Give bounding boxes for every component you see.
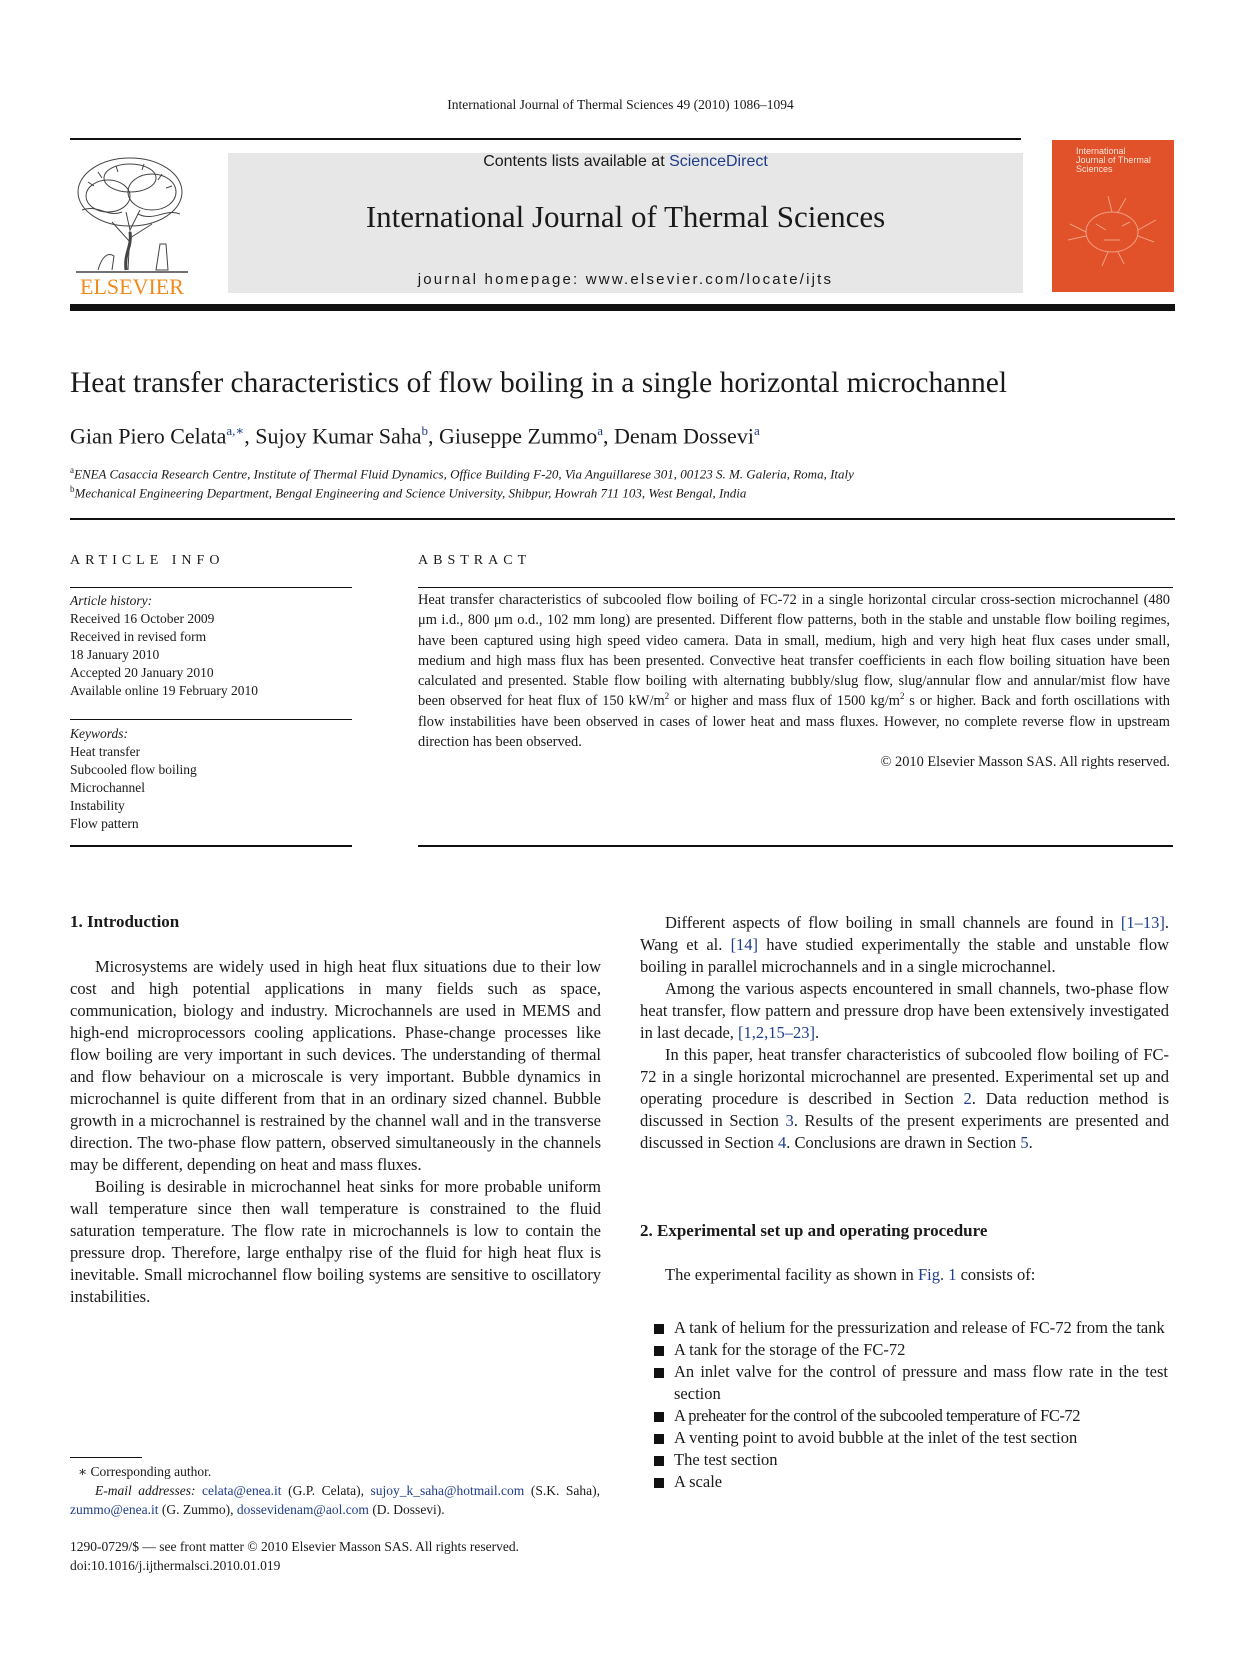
author-sep: ,: [603, 423, 615, 449]
info-rule: [70, 719, 352, 720]
paragraph: [640, 1264, 1169, 1286]
list-item: [654, 1317, 1168, 1339]
paragraph: Boiling is desirable in microchannel heat sinks for more probable uniform wall temperature since then wall temperature is constrained to the fluid saturation temperature. The flow rate in microchannels is low to contain the pressure drop. Therefore, large enthalpy rise of the fluid for high heat flux is inevitable. Small microchannel flow boiling systems are sensitive to oscillatory instabilities.: [70, 1177, 601, 1306]
svg-text:ELSEVIER: ELSEVIER: [80, 274, 184, 299]
info-rule: [70, 845, 352, 847]
journal-title: International Journal of Thermal Sciences: [365, 199, 886, 234]
affiliation-text: Mechanical Engineering Department, Bengal Engineering and Science University, Shibpur, Howrah 711 103, West Bengal, India: [74, 485, 747, 501]
abstract-part: s or higher. Back and forth oscillations with flow instabilities have been observed in cases of lower heat and mass fluxes. However, no complete reverse flow in upstream direction has been observed.: [418, 693, 1170, 751]
author-affil-mark[interactable]: a: [753, 423, 760, 438]
list-item-text: A venting point to avoid bubble at the inlet of the test section: [674, 1428, 1078, 1447]
keyword-item: Subcooled flow boiling: [70, 762, 197, 777]
email-link[interactable]: zummo@enea.it: [70, 1502, 159, 1517]
abstract-part: or higher and mass flux of 1500 kg/m: [669, 693, 900, 710]
section-heading-introduction: 1. Introduction: [70, 912, 180, 931]
text-run: have studied experimentally the stable and unstable flow boiling in parallel microchannels and in a single microchannel.: [640, 935, 1169, 976]
history-item: Available online 19 February 2010: [70, 683, 258, 698]
text-run: .: [1028, 1133, 1033, 1152]
history-item: Received in revised form: [70, 629, 207, 644]
author-sep: ,: [427, 423, 439, 449]
email-owner: (S.K. Saha),: [524, 1483, 600, 1498]
abstract-part: Heat transfer characteristics of subcooled flow boiling of FC-72 in a single horizontal circular cross-section microchannel (480 μm i.d., 800 μm o.d., 102 mm long) are presented. Different flow patterns, both in the stable and unstable flow boiling regimes, have been captured using high speed video camera. Data in small, medium, high and very high heat flux cases under small, medium and high mass flux has been presented. Convective heat transfer coefficients in each flow boiling situation have been calculated and presented. Stable flow boiling with alternating bubbly/slug flow, slug/annular flow and annular/mist flow have been observed for heat flux of 150 kW/m: [418, 592, 1170, 710]
keyword-item: Microchannel: [70, 780, 145, 795]
paragraph: [640, 912, 1169, 978]
list-item-text: A scale: [674, 1472, 723, 1491]
bullet-square-icon: [654, 1412, 664, 1422]
front-matter-note: [70, 1537, 519, 1575]
figure-link[interactable]: Fig. 1: [917, 1265, 957, 1284]
history-item: Accepted 20 January 2010: [70, 665, 214, 680]
contents-line: [228, 153, 1023, 171]
cover-title: International Journal of Thermal Sciences: [1076, 146, 1151, 174]
article-history: [70, 592, 352, 700]
affiliation-a: [70, 465, 854, 482]
author-name: Giuseppe Zummo: [438, 423, 598, 449]
email-owner: (G. Zummo),: [158, 1502, 237, 1517]
history-label: Article history:: [70, 593, 153, 608]
author-sep: ,: [244, 423, 256, 449]
section-heading-experimental: 2. Experimental set up and operating procedure: [640, 1221, 988, 1240]
footnote-rule: [70, 1457, 142, 1458]
list-item: [654, 1405, 1168, 1427]
paragraph: [640, 1044, 1169, 1154]
email-link[interactable]: celata@enea.it: [202, 1483, 282, 1498]
abstract-copyright: © 2010 Elsevier Masson SAS. All rights reserved.: [880, 754, 1170, 771]
footnote: [70, 1462, 600, 1519]
title-rule: [70, 518, 1175, 520]
header-thick-rule: [70, 304, 1175, 311]
author-name: Sujoy Kumar Saha: [255, 423, 422, 449]
email-label: E-mail addresses:: [95, 1483, 196, 1498]
paragraph: Microsystems are widely used in high heat flux situations due to their low cost and high potential applications in many fields such as space, communication, biology and industry. Microchannels are used in MEMS and high-end microprocessors cooling applications. Phase-change processes like flow boiling are very important in such devices. The understanding of thermal and flow behaviour on a microscale is very important. Bubble dynamics in microchannel is quite different from that in an ordinary sized channel. Bubble growth in a microchannel is restrained by the channel wall and in the transverse direction. The two-phase flow pattern, observed simultaneously in the channels may be different, depending on heat and mass fluxes.: [70, 957, 601, 1174]
text-run: .: [815, 1023, 820, 1042]
email-link[interactable]: sujoy_k_saha@hotmail.com: [370, 1483, 525, 1498]
text-run: Among the various aspects encountered in small channels, two-phase flow heat transfer, flow pattern and pressure drop have been extensively investigated in last decade,: [640, 979, 1169, 1042]
keyword-item: Flow pattern: [70, 816, 139, 831]
keywords: [70, 725, 352, 833]
history-item: Received 16 October 2009: [70, 611, 215, 626]
list-item: [654, 1427, 1168, 1449]
text-run: . Data reduction method is discussed in Section: [640, 1089, 1169, 1130]
list-item: [654, 1471, 1168, 1493]
list-item-text: A tank for the storage of the FC-72: [674, 1340, 906, 1359]
elsevier-tree-icon: [68, 152, 196, 300]
text-run: The experimental facility as shown in: [665, 1265, 918, 1284]
email-addresses: [70, 1481, 600, 1519]
keywords-label: Keywords:: [70, 726, 128, 741]
text-run: Different aspects of flow boiling in small channels are found in: [665, 913, 1121, 932]
section-link[interactable]: 2: [963, 1089, 972, 1108]
list-item-text: A tank of helium for the pressurization and release of FC-72 from the tank: [674, 1318, 1165, 1337]
list-item-text: An inlet valve for the control of pressure and mass flow rate in the test section: [674, 1362, 1168, 1403]
affiliation-mark: a: [70, 465, 74, 475]
author-list: [70, 423, 760, 449]
right-body: [640, 912, 1169, 1154]
abstract-rule: [418, 587, 1173, 588]
elsevier-logo: [68, 152, 196, 300]
paragraph: [640, 978, 1169, 1044]
author-affil-mark[interactable]: a,∗: [226, 423, 245, 438]
list-item-text: A preheater for the control of the subcooled temperature of FC-72: [674, 1406, 1081, 1425]
section-link[interactable]: 5: [1020, 1133, 1029, 1152]
experimental-intro: [640, 1264, 1169, 1286]
corresponding-author: ∗ Corresponding author.: [78, 1464, 212, 1479]
bullet-square-icon: [654, 1368, 664, 1378]
author-affil-mark[interactable]: a: [597, 423, 604, 438]
list-item: [654, 1449, 1168, 1471]
keyword-item: Heat transfer: [70, 744, 141, 759]
article-title: Heat transfer characteristics of flow boiling in a single horizontal microchannel: [70, 367, 1008, 399]
equipment-list: [654, 1317, 1168, 1493]
contents-prefix: Contents lists available at: [483, 153, 670, 170]
author-name: Gian Piero Celata: [70, 423, 227, 449]
doi[interactable]: doi:10.1016/j.ijthermalsci.2010.01.019: [70, 1558, 281, 1573]
affiliation-b: [70, 484, 746, 501]
bullet-square-icon: [654, 1434, 664, 1444]
affiliation-mark: b: [70, 484, 75, 494]
email-owner: (G.P. Celata),: [281, 1483, 371, 1498]
text-run: In this paper, heat transfer characteristics of subcooled flow boiling of FC-72 in a single horizontal microchannel are presented. Experimental set up and operating procedure is described in Section: [640, 1045, 1169, 1108]
abstract-heading: ABSTRACT: [418, 553, 532, 568]
section-link[interactable]: 4: [777, 1133, 787, 1152]
keyword-item: Instability: [70, 798, 125, 813]
list-item: [654, 1339, 1168, 1361]
bullet-square-icon: [654, 1478, 664, 1488]
bullet-square-icon: [654, 1346, 664, 1356]
abstract-sup: 2: [899, 691, 905, 702]
text-run: . Results of the present experiments are presented and discussed in Section: [640, 1111, 1170, 1152]
abstract-text: [418, 590, 1170, 773]
text-run: . Conclusions are drawn in Section: [786, 1133, 1021, 1152]
reference-link[interactable]: [1–13]: [1120, 913, 1165, 932]
list-item-text: The test section: [674, 1450, 778, 1469]
bullet-square-icon: [654, 1324, 664, 1334]
author-affil-mark[interactable]: b: [421, 423, 428, 438]
header-rule: [70, 138, 1021, 140]
section-link[interactable]: 3: [785, 1111, 794, 1130]
text-run: consists of:: [956, 1265, 1036, 1284]
reference-link[interactable]: [1,2,15–23]: [738, 1023, 816, 1042]
author-name: Denam Dossevi: [614, 423, 754, 449]
email-owner: (D. Dossevi).: [368, 1502, 445, 1517]
info-rule: [70, 587, 352, 588]
front-matter: 1290-0729/$ — see front matter © 2010 Elsevier Masson SAS. All rights reserved.: [70, 1539, 519, 1554]
sciencedirect-link[interactable]: ScienceDirect: [669, 153, 768, 170]
abstract-rule: [418, 845, 1173, 847]
history-item: 18 January 2010: [70, 647, 160, 662]
reference-link[interactable]: [14]: [730, 935, 759, 954]
intro-body: [70, 956, 601, 1308]
journal-citation: International Journal of Thermal Sciences 49 (2010) 1086–1094: [447, 97, 794, 112]
email-link[interactable]: dossevidenam@aol.com: [236, 1502, 369, 1517]
bullet-square-icon: [654, 1456, 664, 1466]
abstract-sup: 2: [664, 691, 670, 702]
text-run: . Wang et al.: [640, 913, 1169, 954]
article-info-heading: ARTICLE INFO: [70, 553, 225, 568]
affiliation-text: ENEA Casaccia Research Centre, Institute of Thermal Fluid Dynamics, Office Building F-20, Via Anguillarese 301, 00123 S. M. Galeria, Roma, Italy: [74, 466, 854, 482]
list-item: [654, 1361, 1168, 1405]
journal-homepage[interactable]: journal homepage: www.elsevier.com/locate/ijts: [417, 271, 834, 288]
